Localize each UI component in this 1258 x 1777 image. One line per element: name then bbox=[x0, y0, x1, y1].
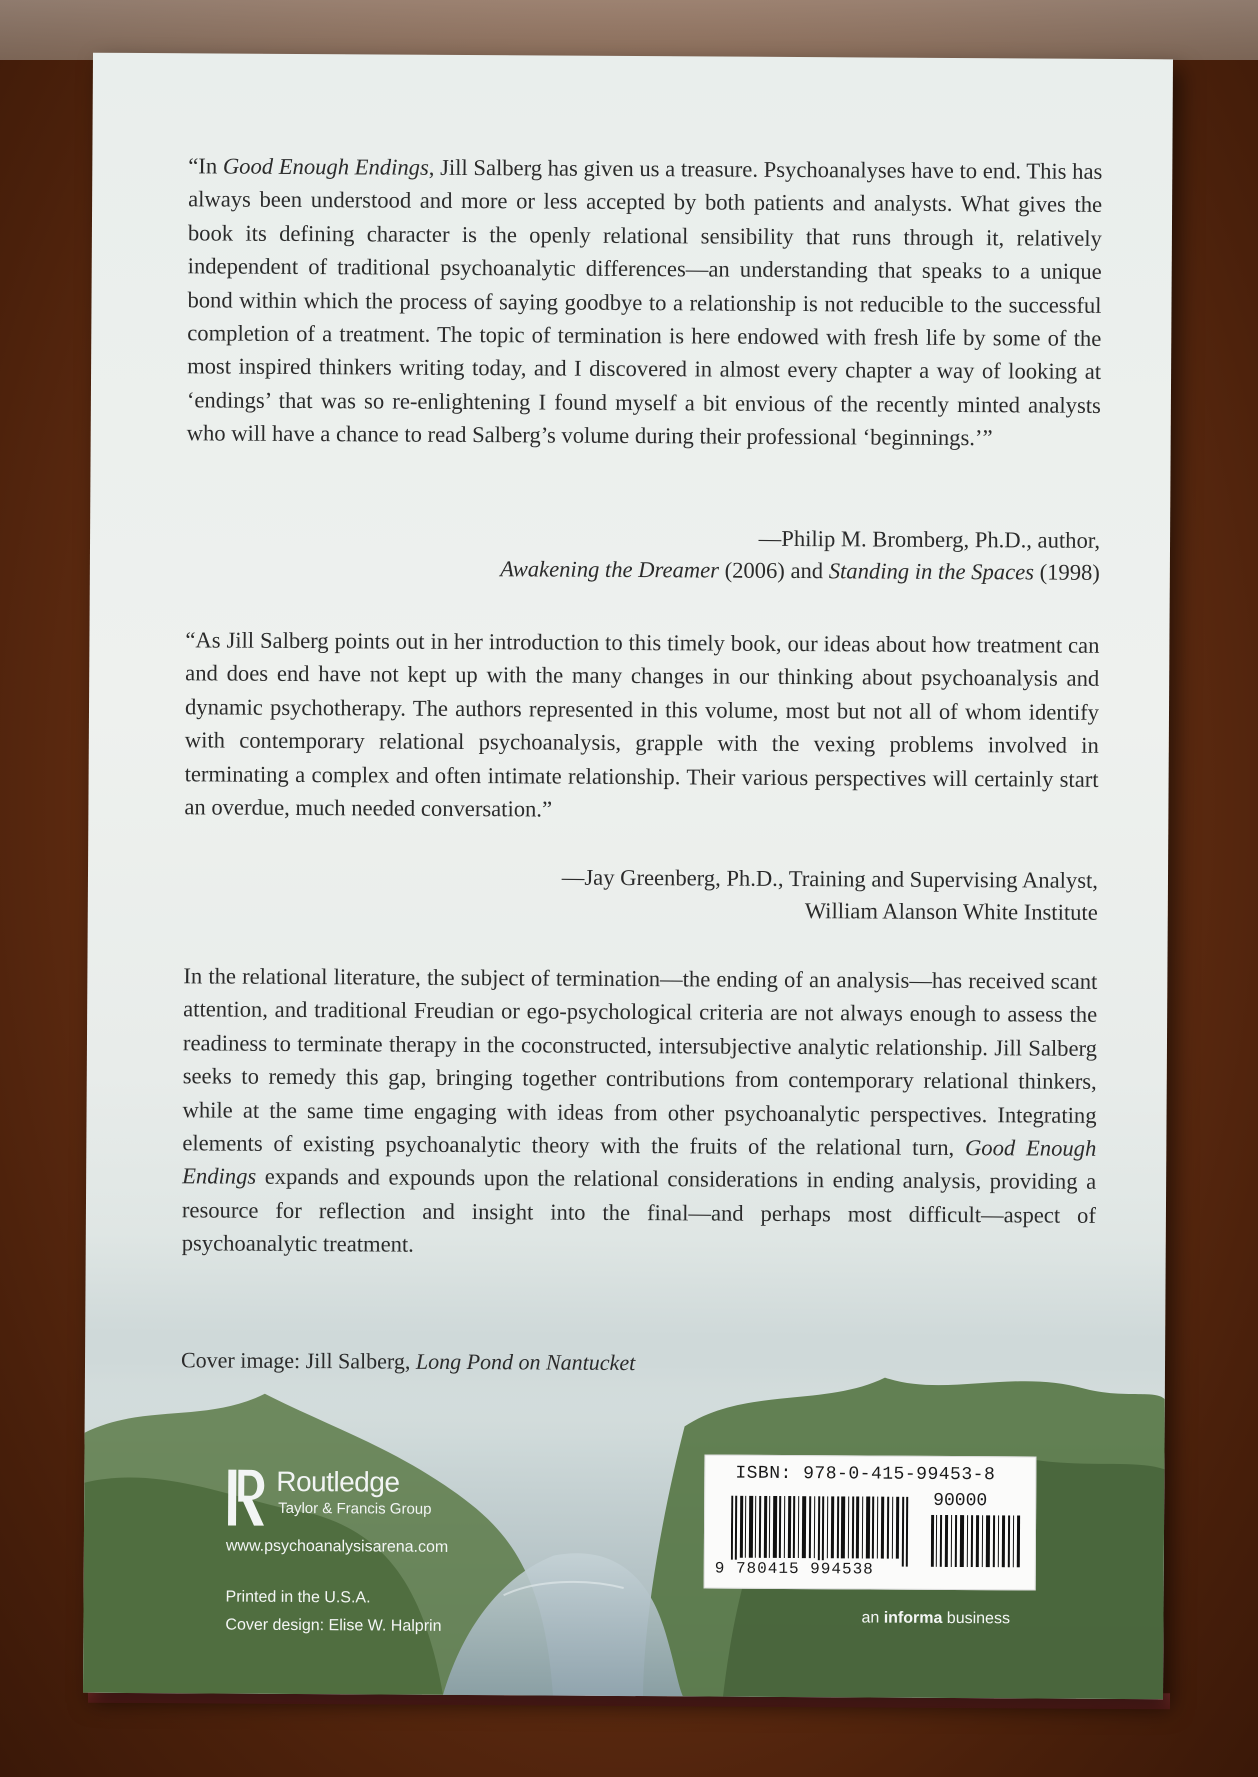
review-quote-greenberg: “As Jill Salberg points out in her introduction to this timely book, our ideas about how treatment can and does end have not kept up with the many changes in our thinking about psychoanalysis and dynamic psychotherapy. The authors represented in this volume, most but not all of whom identify with contemporary relational psychoanalysis, grapple with the vexing problems involved in terminating a complex and often intimate relationship. Their various perspectives will certainly start an overdue, much needed conversation.” bbox=[184, 627, 1100, 822]
publisher-name: Routledge bbox=[276, 1465, 400, 1498]
cover-design-credit: Cover design: Elise W. Halprin bbox=[225, 1616, 442, 1635]
routledge-logo-icon bbox=[226, 1470, 266, 1526]
ean-barcode-bars bbox=[731, 1496, 909, 1567]
printed-in: Printed in the U.S.A. bbox=[225, 1588, 371, 1607]
book-description: In the relational literature, the subject of termination—the ending of an analysis—has received scant attention, and traditional Freudian or ego-psychological criteria are not always enough to assess the readiness to terminate therapy in the coconstructed, intersubjective analytic relationship. Jill Salberg seeks to remedy this gap, bringing together contributions from contemporary relational thinkers, while at the same time engaging with ideas from other psychoanalytic perspectives. Integrating elements of existing psychoanalytic theory with the fruits of the relational turn, Good Enough Endings expands and expounds upon the relational considerations in ending analysis, providing a resource for reflection and insight into the final—and perhaps most difficult—aspect of psychoanalytic treatment. bbox=[181, 963, 1098, 1257]
price-barcode-bars bbox=[931, 1515, 1021, 1568]
attribution-bromberg bbox=[500, 521, 1100, 589]
book-back-cover bbox=[83, 53, 1173, 1700]
attribution-greenberg bbox=[562, 862, 1099, 929]
book-title-inline: Good Enough Endings bbox=[222, 153, 429, 180]
price-code: 90000 bbox=[933, 1490, 988, 1512]
book-title-inline: Good Enough Endings bbox=[182, 1135, 1097, 1190]
publisher-url: www.psychoanalysisarena.com bbox=[225, 1537, 449, 1556]
attribution-institute: William Alanson White Institute bbox=[804, 898, 1098, 925]
attribution-line: —Philip M. Bromberg, Ph.D., author, bbox=[758, 525, 1101, 553]
print-credits bbox=[225, 1584, 441, 1641]
isbn-label: ISBN: 978-0-415-99453-8 bbox=[735, 1463, 996, 1486]
attribution-line: —Jay Greenberg, Ph.D., Training and Supervising Analyst, bbox=[561, 864, 1099, 893]
barcode-digits: 9 780415 994538 bbox=[714, 1559, 874, 1579]
isbn-barcode bbox=[704, 1454, 1037, 1590]
cover-image-credit: Cover image: Jill Salberg, Long Pond on Nantucket bbox=[180, 1347, 636, 1376]
attribution-works: Awakening the Dreamer (2006) and Standing in the Spaces (1998) bbox=[500, 556, 1100, 585]
background-wall bbox=[0, 0, 1258, 60]
review-quote-bromberg: “In Good Enough Endings, Jill Salberg has given us a treasure. Psychoanalyses have to end. This has always been understood and more or less accepted by both patients and analysts. What gives the book its defining character is the openly relational sensibility that runs through it, relatively independent of traditional psychoanalytic differences—an understanding that speaks to a unique bond within which the process of saying goodbye to a relationship is not reducible to the successful completion of a treatment. The topic of termination is here endowed with fresh life by some of the most inspired thinkers writing today, and I discovered in almost every chapter a way of looking at ‘endings’ that was so re-enlightening I found myself a bit envious of the recently minted analysts who will have a chance to read Salberg’s volume during their professional ‘beginnings.’” bbox=[186, 153, 1103, 451]
publisher-group: Taylor & Francis Group bbox=[278, 1499, 432, 1518]
informa-business-tagline: an informa business bbox=[861, 1609, 1011, 1628]
